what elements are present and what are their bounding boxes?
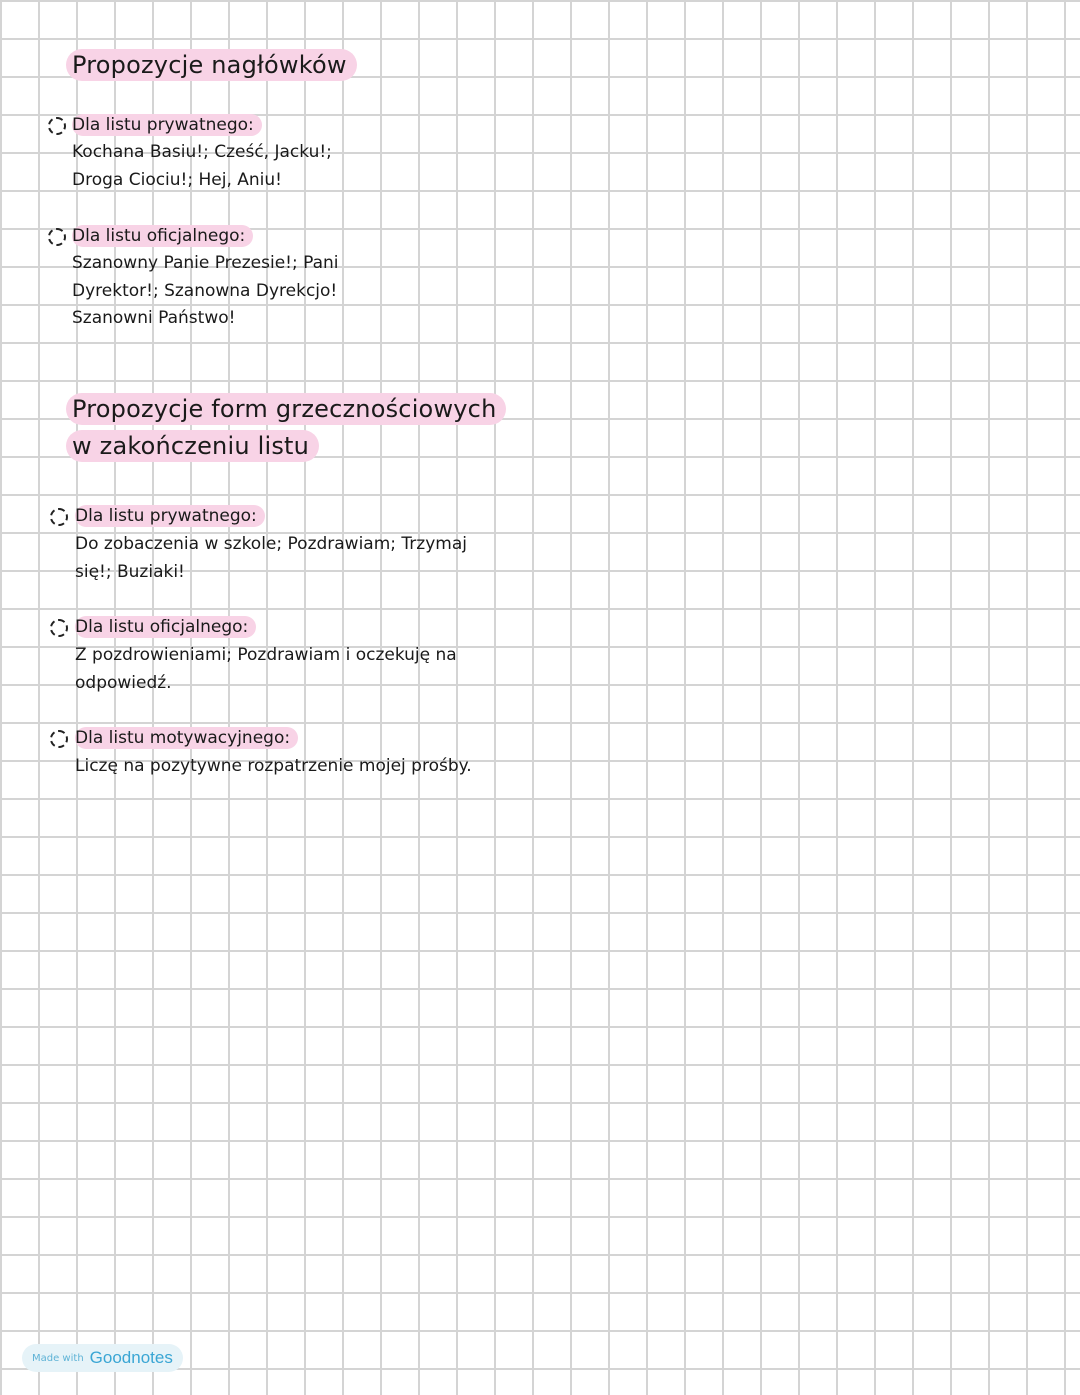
item-label: Dla listu motywacyjnego: (75, 727, 298, 749)
item-label: Dla listu oficjalnego: (75, 616, 256, 638)
dashed-circle-icon (50, 508, 68, 526)
item-label: Dla listu prywatnego: (72, 114, 262, 136)
item-text: Liczę na pozytywne rozpatrzenie mojej prośby. (75, 756, 472, 776)
section-2-title-line-2: w zakończeniu listu (66, 430, 319, 462)
section-2-title-line-1: Propozycje form grzecznościowych (66, 393, 506, 425)
item-text: Kochana Basiu!; Cześć, Jacku!; Droga Ciociu!; Hej, Aniu! (72, 142, 332, 190)
made-with-goodnotes-badge (22, 1344, 183, 1372)
section-1-title-line-1: Propozycje nagłówków (66, 49, 357, 81)
made-with-text: Made with (32, 1352, 84, 1364)
item-text: Z pozdrowieniami; Pozdrawiam i oczekuję na odpowiedź. (75, 645, 457, 693)
dashed-circle-icon (50, 730, 68, 748)
item-label: Dla listu oficjalnego: (72, 225, 253, 247)
item-label: Dla listu prywatnego: (75, 505, 265, 527)
item-text: Do zobaczenia w szkole; Pozdrawiam; Trzymaj się!; Buziaki! (75, 534, 467, 582)
goodnotes-logo-text: Goodnotes (89, 1348, 173, 1367)
dashed-circle-icon (50, 619, 68, 637)
section-2-title (66, 391, 506, 465)
dashed-circle-icon (48, 228, 66, 246)
section-1-title (66, 47, 357, 84)
dashed-circle-icon (48, 117, 66, 135)
item-text: Szanowny Panie Prezesie!; Pani Dyrektor!; Szanowna Dyrekcjo! Szanowni Państwo! (72, 253, 339, 328)
